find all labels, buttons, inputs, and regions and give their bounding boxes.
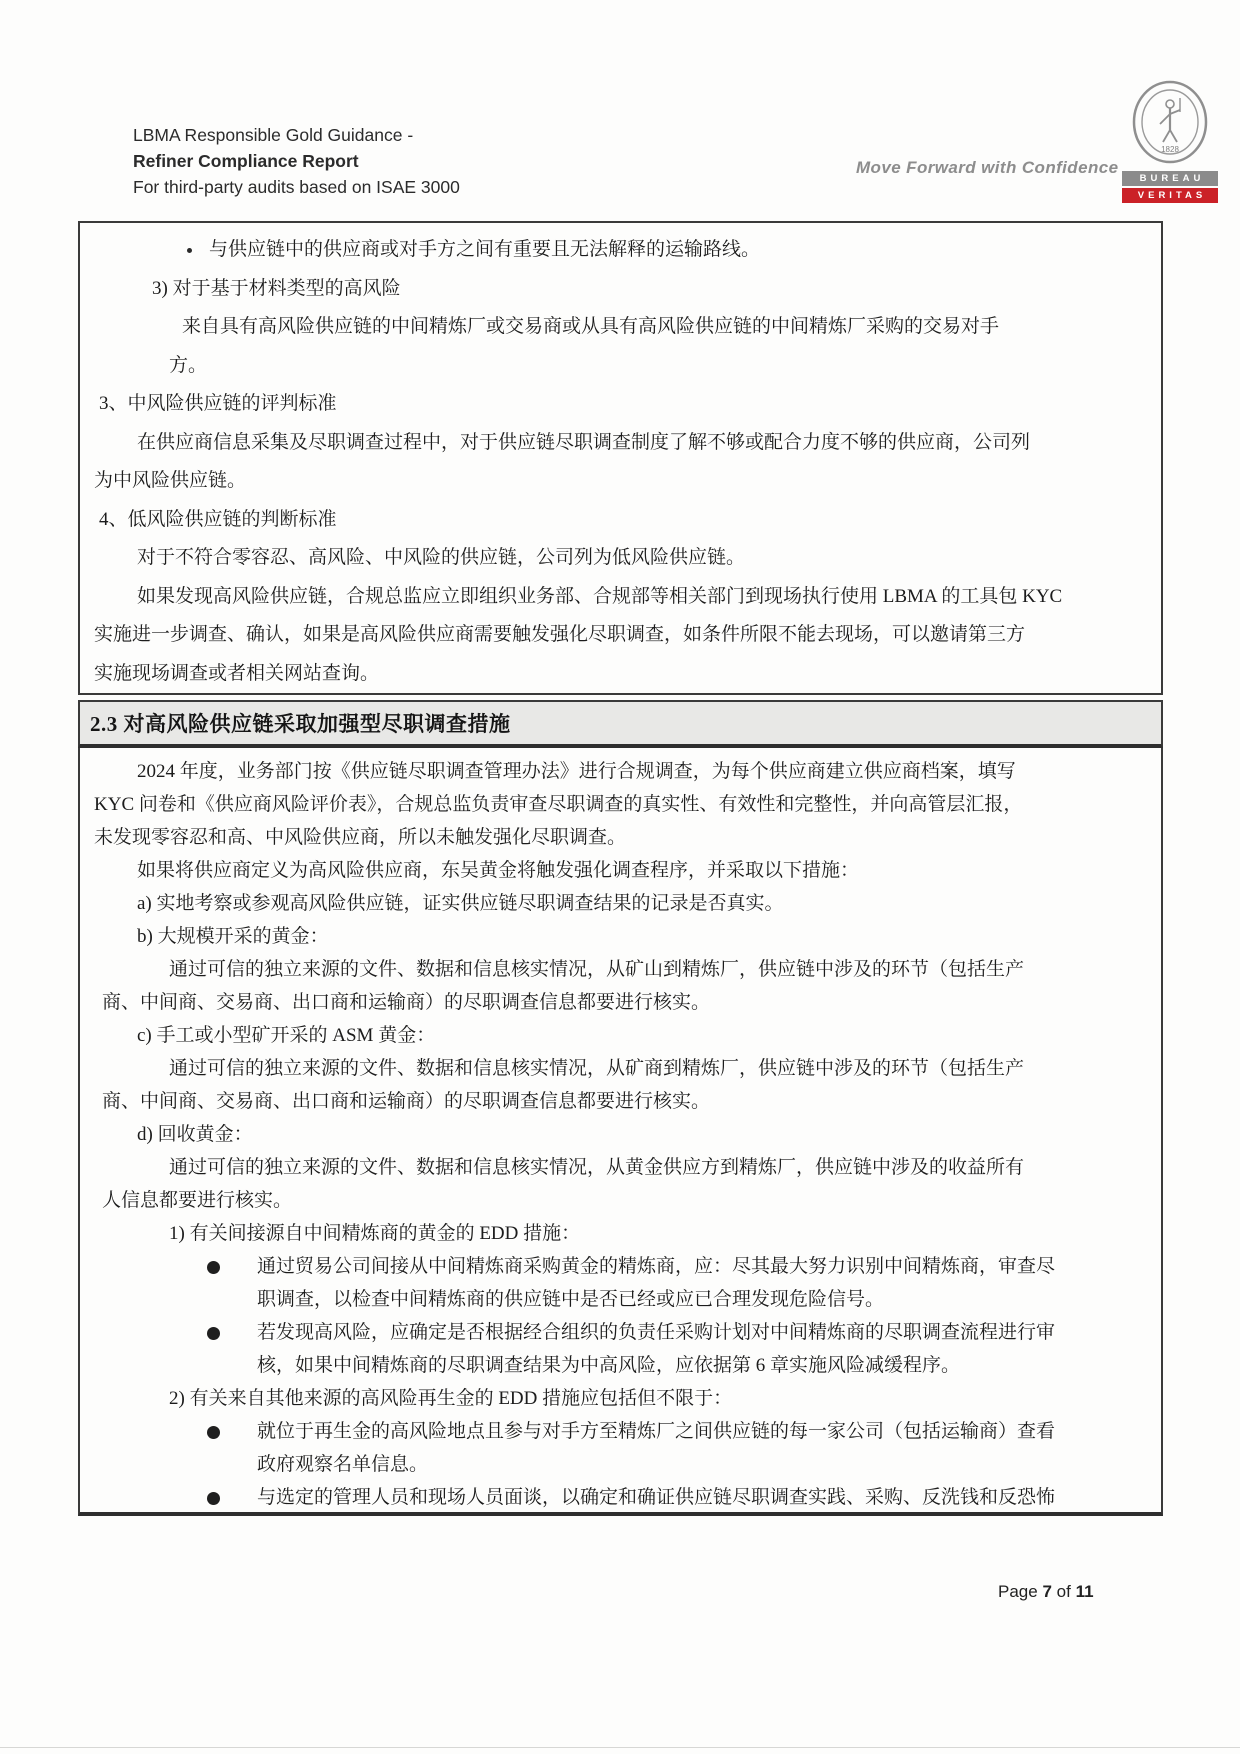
paragraph-line: 通过可信的独立来源的文件、数据和信息核实情况，从矿商到精炼厂，供应链中涉及的环节（包括生产 — [169, 1058, 1025, 1079]
paragraph-line: 未发现零容忍和高、中风险供应商，所以未触发强化尽职调查。 — [94, 827, 627, 848]
paragraph-line: 为中风险供应链。 — [94, 470, 247, 491]
paragraph-line: b) 大规模开采的黄金： — [137, 926, 329, 947]
paragraph-line: 通过可信的独立来源的文件、数据和信息核实情况，从矿山到精炼厂，供应链中涉及的环节（包括生产 — [169, 959, 1025, 980]
bullet-line — [84, 1316, 1151, 1349]
paragraph-line: 方。 — [169, 354, 208, 376]
bureau-veritas-emblem-icon — [1130, 80, 1210, 168]
content-box-edd-measures — [78, 748, 1163, 1516]
bullet-icon — [187, 248, 192, 253]
bullet-icon — [207, 1426, 220, 1439]
footer-total-pages: 11 — [1075, 1582, 1094, 1601]
paragraph-line: 实施进一步调查、确认，如果是高风险供应商需要触发强化尽职调查，如条件所限不能去现场，可以邀请第三方 — [94, 624, 1026, 645]
paragraph-line: 政府观察名单信息。 — [257, 1454, 429, 1475]
paragraph-line: 在供应商信息采集及尽职调查过程中，对于供应链尽职调查制度了解不够或配合力度不够的供应商，公司列 — [137, 431, 1031, 453]
paragraph-line: 如果发现高风险供应链，合规总监应立即组织业务部、合规部等相关部门到现场执行使用 LBMA 的工具包 KYC — [137, 585, 1063, 607]
paragraph-line: 3、中风险供应链的评判标准 — [99, 393, 337, 414]
bullet-line — [84, 1250, 1151, 1283]
paragraph-line: d) 回收黄金： — [137, 1124, 253, 1145]
footer-of-word: of — [1056, 1582, 1071, 1601]
brand-tagline: Move Forward with Confidence — [856, 158, 1119, 177]
paragraph-line: 来自具有高风险供应链的中间精炼厂或交易商或从具有高风险供应链的中间精炼厂采购的交易对手 — [182, 316, 1000, 337]
paragraph-line: 2) 有关来自其他来源的高风险再生金的 EDD 措施应包括但不限于： — [169, 1388, 733, 1409]
paragraph-line: 如果将供应商定义为高风险供应商，东吴黄金将触发强化调查程序，并采取以下措施： — [137, 860, 860, 881]
bullet-icon — [207, 1327, 220, 1340]
bullet-icon — [207, 1261, 220, 1274]
bullet-line — [84, 1415, 1151, 1448]
paragraph-line: 4、低风险供应链的判断标准 — [99, 508, 337, 530]
paragraph-line: 1) 有关间接源自中间精炼商的黄金的 EDD 措施： — [169, 1223, 581, 1244]
paragraph-line: 商、中间商、交易商、出口商和运输商）的尽职调查信息都要进行核实。 — [102, 992, 711, 1013]
paragraph-line: 商、中间商、交易商、出口商和运输商）的尽职调查信息都要进行核实。 — [102, 1091, 711, 1112]
paragraph-line: 通过贸易公司间接从中间精炼商采购黄金的精炼商，应：尽其最大努力识别中间精炼商，审查尽 — [257, 1256, 1056, 1277]
section-heading-bar — [78, 700, 1163, 748]
footer-current-page: 7 — [1042, 1582, 1052, 1601]
document-title-line1: LBMA Responsible Gold Guidance - — [133, 125, 414, 145]
document-title-line2: Refiner Compliance Report — [133, 151, 359, 171]
content-box-risk-criteria — [78, 221, 1163, 695]
paragraph-line: 与供应链中的供应商或对手方之间有重要且无法解释的运输路线。 — [209, 239, 761, 260]
bullet-icon — [207, 1492, 220, 1505]
footer-page-word: Page — [998, 1582, 1038, 1601]
paragraph-line: 3) 对于基于材料类型的高风险 — [152, 277, 401, 299]
bullet-line — [84, 231, 1151, 270]
paragraph-line: 与选定的管理人员和现场人员面谈，以确定和确证供应链尽职调查实践、采购、反洗钱和反恐怖 — [257, 1487, 1056, 1508]
emblem-year: 1828 — [1161, 145, 1179, 154]
document-title-block — [133, 122, 460, 200]
paragraph-line: KYC 问卷和《供应商风险评价表》，合规总监负责审查尽职调查的真实性、有效性和完整性，并向高管层汇报， — [94, 794, 1023, 815]
paragraph-line: c) 手工或小型矿开采的 ASM 黄金： — [137, 1025, 436, 1046]
logo-veritas-label: VERITAS — [1122, 188, 1218, 203]
bullet-line — [84, 1481, 1151, 1514]
paragraph-line: 就位于再生金的高风险地点且参与对手方至精炼厂之间供应链的每一家公司（包括运输商）查看 — [257, 1421, 1056, 1442]
paragraph-line: 核，如果中间精炼商的尽职调查结果为中高风险，应依据第 6 章实施风险减缓程序。 — [257, 1355, 961, 1376]
page-number-footer — [998, 1582, 1094, 1602]
paragraph-line: 2024 年度，业务部门按《供应链尽职调查管理办法》进行合规调查，为每个供应商建立供应商档案，填写 — [137, 761, 1016, 782]
paragraph-line: 实施现场调查或者相关网站查询。 — [94, 662, 380, 684]
section-heading: 2.3 对高风险供应链采取加强型尽职调查措施 — [90, 712, 511, 736]
paragraph-line: 职调查，以检查中间精炼商的供应链中是否已经或应已合理发现危险信号。 — [257, 1289, 885, 1310]
paragraph-line: 通过可信的独立来源的文件、数据和信息核实情况，从黄金供应方到精炼厂，供应链中涉及的收益所有 — [169, 1157, 1025, 1178]
scan-edge-line — [0, 1747, 1240, 1748]
bureau-veritas-logo — [1122, 80, 1218, 203]
logo-bureau-label: BUREAU — [1122, 171, 1218, 186]
document-title-line3: For third-party audits based on ISAE 3000 — [133, 177, 460, 197]
paragraph-line: 若发现高风险，应确定是否根据经合组织的负责任采购计划对中间精炼商的尽职调查流程进行审 — [257, 1322, 1056, 1343]
paragraph-line: 人信息都要进行核实。 — [102, 1190, 293, 1211]
paragraph-line: 对于不符合零容忍、高风险、中风险的供应链，公司列为低风险供应链。 — [137, 547, 746, 568]
paragraph-line: a) 实地考察或参观高风险供应链，证实供应链尽职调查结果的记录是否真实。 — [137, 893, 784, 914]
